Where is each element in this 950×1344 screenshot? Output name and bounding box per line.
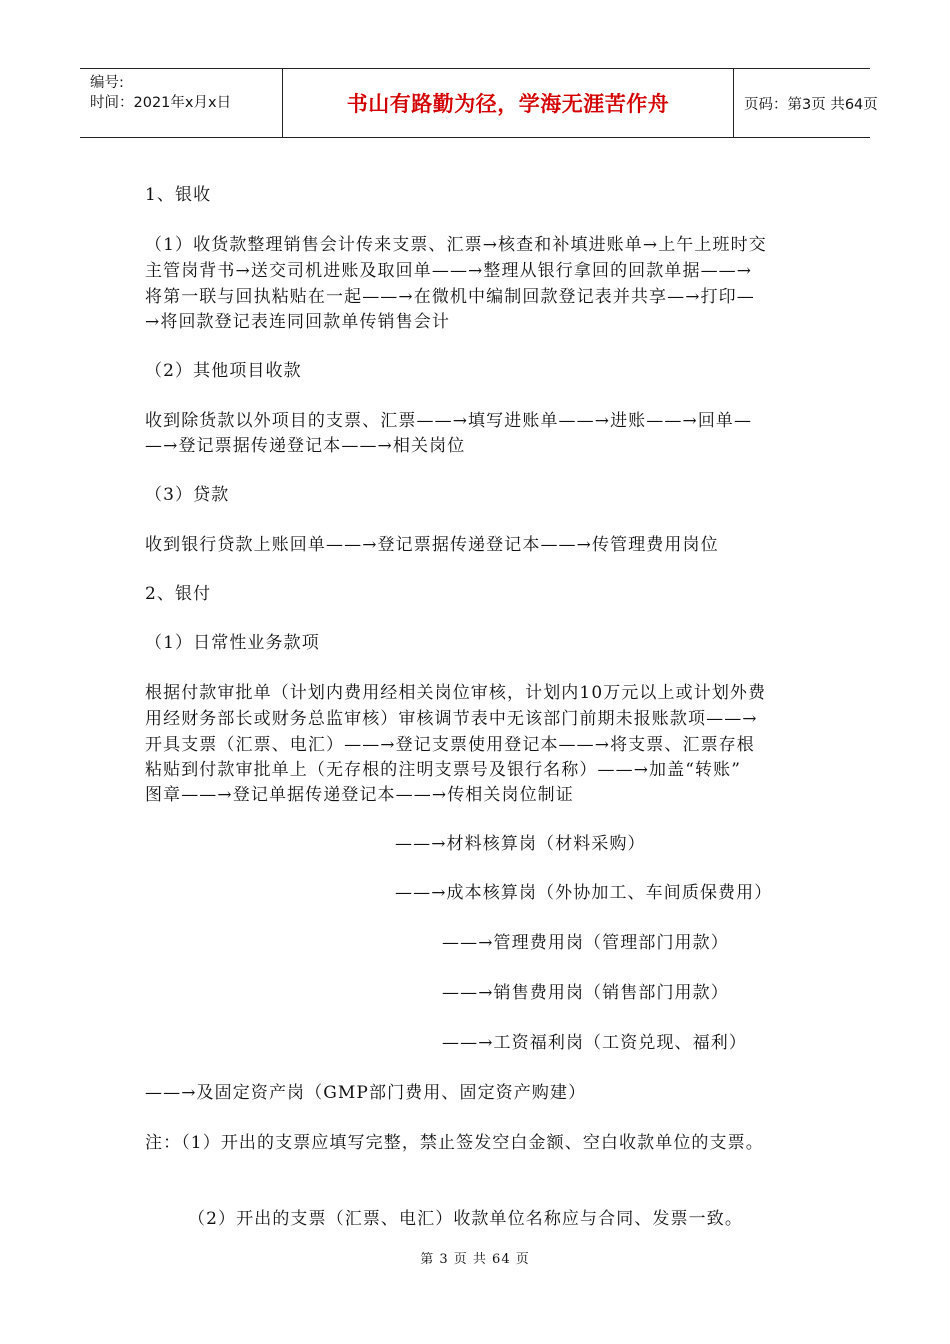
page-header [80, 68, 878, 138]
section-1-3-line-1: 收到银行贷款上账回单——→登记票据传递登记本——→传管理费用岗位 [145, 535, 719, 555]
section-1-2-line-2: —→登记票据传递登记本——→相关岗位 [145, 436, 466, 456]
page-footer: 第 3 页 共 64 页 [420, 1252, 530, 1267]
section-2-1-line-5: 图章——→登记单据传递登记本——→传相关岗位制证 [145, 785, 574, 805]
section-2-1-line-1: 根据付款审批单（计划内费用经相关岗位审核，计划内10万元以上或计划外费 [145, 683, 767, 703]
section-2-1-line-4: 粘贴到付款审批单上（无存根的注明支票号及银行名称）——→加盖“转账” [145, 760, 742, 780]
section-1-1-line-2: 主管岗背书→送交司机进账及取回单——→整理从银行拿回的回款单据——→ [145, 261, 753, 281]
document-date: 时间：2021年x月x日 [90, 95, 232, 111]
note-1: 注：（1）开出的支票应填写完整，禁止签发空白金额、空白收款单位的支票。 [145, 1133, 764, 1153]
section-1-1-line-1: （1）收货款整理销售会计传来支票、汇票→核查和补填进账单→上午上班时交 [145, 235, 767, 255]
branch-payroll-welfare: ——→工资福利岗（工资兑现、福利） [442, 1033, 747, 1053]
section-1-3-title: （3）贷款 [145, 485, 230, 505]
section-2-1-line-3: 开具支票（汇票、电汇）——→登记支票使用登记本——→将支票、汇票存根 [145, 735, 755, 755]
note-2: （2）开出的支票（汇票、电汇）收款单位名称应与合同、发票一致。 [188, 1209, 743, 1229]
branch-cost-accounting: ——→成本核算岗（外协加工、车间质保费用） [395, 883, 773, 903]
section-1-1-line-3: 将第一联与回执粘贴在一起——→在微机中编制回款登记表并共享—→打印— [145, 287, 755, 307]
branch-management-expense: ——→管理费用岗（管理部门用款） [442, 933, 729, 953]
header-page-info: 页码：第3页 共64页 [744, 96, 878, 113]
section-2-1-line-2: 用经财务部长或财务总监审核）审核调节表中无该部门前期未报账款项——→ [145, 709, 758, 729]
section-1-2-line-1: 收到除货款以外项目的支票、汇票——→填写进账单——→进账——→回单— [145, 411, 753, 431]
header-motto: 书山有路勤为径，学海无涯苦作舟 [346, 92, 670, 116]
header-meta [80, 69, 282, 137]
section-2-title: 2、银付 [145, 584, 212, 604]
document-number-label: 编号: [90, 75, 124, 91]
branch-fixed-assets: ——→及固定资产岗（GMP部门费用、固定资产购建） [145, 1083, 587, 1103]
section-2-1-title: （1）日常性业务款项 [145, 633, 320, 653]
branch-sales-expense: ——→销售费用岗（销售部门用款） [442, 983, 729, 1003]
branch-material-accounting: ——→材料核算岗（材料采购） [395, 834, 646, 854]
section-1-title: 1、银收 [145, 185, 212, 205]
section-1-1-line-4: →将回款登记表连同回款单传销售会计 [145, 312, 450, 332]
header-motto-cell [282, 69, 734, 137]
section-1-2-title: （2）其他项目收款 [145, 361, 302, 381]
